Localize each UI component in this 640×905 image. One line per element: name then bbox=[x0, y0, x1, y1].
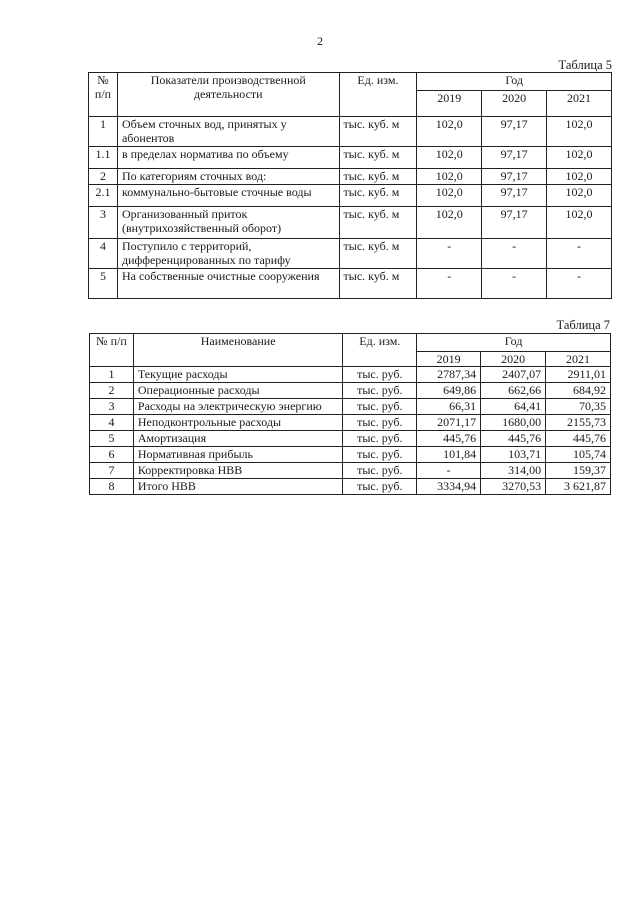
table-5-header-indicator: Показатели производственной деятельности bbox=[117, 73, 339, 117]
table-7-caption: Таблица 7 bbox=[556, 318, 610, 332]
table-row bbox=[90, 431, 611, 447]
table-7-header-num: № п/п bbox=[90, 334, 134, 367]
row-name: Организованный приток (внутрихозяйственный оборот) bbox=[117, 207, 339, 239]
row-value-2021: - bbox=[547, 269, 612, 299]
row-num: 1 bbox=[90, 367, 134, 383]
row-value-2020: 1680,00 bbox=[481, 415, 546, 431]
row-value-2019: 101,84 bbox=[417, 447, 481, 463]
row-num: 1.1 bbox=[89, 147, 118, 169]
row-value-2021: - bbox=[547, 239, 612, 269]
table-5-header-2019: 2019 bbox=[417, 91, 482, 117]
row-value-2019: 445,76 bbox=[417, 431, 481, 447]
table-row bbox=[89, 147, 612, 169]
table-7-header-2019: 2019 bbox=[417, 352, 481, 367]
table-row bbox=[89, 185, 612, 207]
row-unit: тыс. руб. bbox=[343, 463, 417, 479]
table-7 bbox=[89, 333, 611, 495]
row-unit: тыс. куб. м bbox=[339, 185, 417, 207]
table-5-header-2020: 2020 bbox=[482, 91, 547, 117]
row-unit: тыс. куб. м bbox=[339, 269, 417, 299]
row-value-2020: 97,17 bbox=[482, 169, 547, 185]
row-num: 5 bbox=[89, 269, 118, 299]
row-name: На собственные очистные сооружения bbox=[117, 269, 339, 299]
row-num: 4 bbox=[89, 239, 118, 269]
table-7-header-year: Год bbox=[417, 334, 611, 352]
table-5-header-unit: Ед. изм. bbox=[339, 73, 417, 117]
row-name: в пределах норматива по объему bbox=[117, 147, 339, 169]
table-7-header-2020: 2020 bbox=[481, 352, 546, 367]
row-value-2021: 102,0 bbox=[547, 169, 612, 185]
table-5-caption: Таблица 5 bbox=[558, 58, 612, 72]
row-name: Поступило с территорий, дифференцированных по тарифу bbox=[117, 239, 339, 269]
row-value-2020: - bbox=[482, 269, 547, 299]
table-5-header-num: № п/п bbox=[89, 73, 118, 117]
table-7-header-2021: 2021 bbox=[546, 352, 611, 367]
table-row bbox=[89, 117, 612, 147]
table-row bbox=[89, 269, 612, 299]
table-row bbox=[89, 239, 612, 269]
row-value-2020: 97,17 bbox=[482, 185, 547, 207]
row-name: Расходы на электрическую энергию bbox=[133, 399, 343, 415]
row-num: 2.1 bbox=[89, 185, 118, 207]
row-value-2020: 64,41 bbox=[481, 399, 546, 415]
row-name: Итого НВВ bbox=[133, 479, 343, 495]
table-row bbox=[90, 479, 611, 495]
row-value-2019: 102,0 bbox=[417, 117, 482, 147]
row-unit: тыс. руб. bbox=[343, 431, 417, 447]
row-value-2019: - bbox=[417, 239, 482, 269]
row-name: Операционные расходы bbox=[133, 383, 343, 399]
table-5-header-year: Год bbox=[417, 73, 612, 91]
row-value-2019: 649,86 bbox=[417, 383, 481, 399]
table-7-header-unit: Ед. изм. bbox=[343, 334, 417, 367]
row-value-2021: 159,37 bbox=[546, 463, 611, 479]
row-unit: тыс. руб. bbox=[343, 399, 417, 415]
row-value-2021: 102,0 bbox=[547, 207, 612, 239]
row-value-2021: 102,0 bbox=[547, 185, 612, 207]
row-name: Объем сточных вод, принятых у абонентов bbox=[117, 117, 339, 147]
row-unit: тыс. руб. bbox=[343, 415, 417, 431]
row-name: По категориям сточных вод: bbox=[117, 169, 339, 185]
row-value-2019: 2071,17 bbox=[417, 415, 481, 431]
row-num: 2 bbox=[89, 169, 118, 185]
row-num: 1 bbox=[89, 117, 118, 147]
table-row bbox=[90, 415, 611, 431]
row-unit: тыс. куб. м bbox=[339, 169, 417, 185]
row-value-2021: 3 621,87 bbox=[546, 479, 611, 495]
row-num: 2 bbox=[90, 383, 134, 399]
row-num: 5 bbox=[90, 431, 134, 447]
row-value-2020: 103,71 bbox=[481, 447, 546, 463]
row-num: 6 bbox=[90, 447, 134, 463]
row-value-2020: 2407,07 bbox=[481, 367, 546, 383]
row-value-2019: 102,0 bbox=[417, 169, 482, 185]
row-value-2020: - bbox=[482, 239, 547, 269]
row-unit: тыс. куб. м bbox=[339, 239, 417, 269]
row-name: Амортизация bbox=[133, 431, 343, 447]
table-5-header-2021: 2021 bbox=[547, 91, 612, 117]
table-row bbox=[90, 399, 611, 415]
row-num: 3 bbox=[89, 207, 118, 239]
row-value-2020: 445,76 bbox=[481, 431, 546, 447]
table-row bbox=[89, 169, 612, 185]
row-value-2019: 2787,34 bbox=[417, 367, 481, 383]
row-value-2021: 684,92 bbox=[546, 383, 611, 399]
row-value-2019: 66,31 bbox=[417, 399, 481, 415]
row-name: Неподконтрольные расходы bbox=[133, 415, 343, 431]
row-value-2021: 70,35 bbox=[546, 399, 611, 415]
row-value-2021: 2911,01 bbox=[546, 367, 611, 383]
row-value-2020: 97,17 bbox=[482, 117, 547, 147]
row-value-2019: 3334,94 bbox=[417, 479, 481, 495]
row-num: 7 bbox=[90, 463, 134, 479]
row-value-2021: 105,74 bbox=[546, 447, 611, 463]
row-value-2019: 102,0 bbox=[417, 147, 482, 169]
row-value-2020: 314,00 bbox=[481, 463, 546, 479]
table-7-header-name: Наименование bbox=[133, 334, 343, 367]
row-value-2020: 97,17 bbox=[482, 207, 547, 239]
table-row bbox=[90, 367, 611, 383]
row-value-2020: 662,66 bbox=[481, 383, 546, 399]
table-5-header-row bbox=[89, 73, 612, 91]
row-unit: тыс. руб. bbox=[343, 383, 417, 399]
row-name: Корректировка НВВ bbox=[133, 463, 343, 479]
table-5 bbox=[88, 72, 612, 299]
row-name: коммунально-бытовые сточные воды bbox=[117, 185, 339, 207]
row-num: 3 bbox=[90, 399, 134, 415]
row-unit: тыс. руб. bbox=[343, 447, 417, 463]
row-unit: тыс. руб. bbox=[343, 479, 417, 495]
row-unit: тыс. куб. м bbox=[339, 147, 417, 169]
table-row bbox=[90, 463, 611, 479]
row-value-2021: 102,0 bbox=[547, 117, 612, 147]
table-row bbox=[89, 207, 612, 239]
row-name: Текущие расходы bbox=[133, 367, 343, 383]
table-row bbox=[90, 383, 611, 399]
table-7-header-row bbox=[90, 334, 611, 352]
row-value-2021: 445,76 bbox=[546, 431, 611, 447]
row-value-2019: - bbox=[417, 269, 482, 299]
row-unit: тыс. куб. м bbox=[339, 207, 417, 239]
row-value-2019: 102,0 bbox=[417, 207, 482, 239]
row-value-2021: 2155,73 bbox=[546, 415, 611, 431]
page-number: 2 bbox=[317, 34, 323, 48]
row-name: Нормативная прибыль bbox=[133, 447, 343, 463]
row-unit: тыс. руб. bbox=[343, 367, 417, 383]
row-unit: тыс. куб. м bbox=[339, 117, 417, 147]
table-row bbox=[90, 447, 611, 463]
row-value-2020: 3270,53 bbox=[481, 479, 546, 495]
row-value-2019: - bbox=[417, 463, 481, 479]
row-num: 8 bbox=[90, 479, 134, 495]
row-value-2019: 102,0 bbox=[417, 185, 482, 207]
row-num: 4 bbox=[90, 415, 134, 431]
row-value-2021: 102,0 bbox=[547, 147, 612, 169]
row-value-2020: 97,17 bbox=[482, 147, 547, 169]
